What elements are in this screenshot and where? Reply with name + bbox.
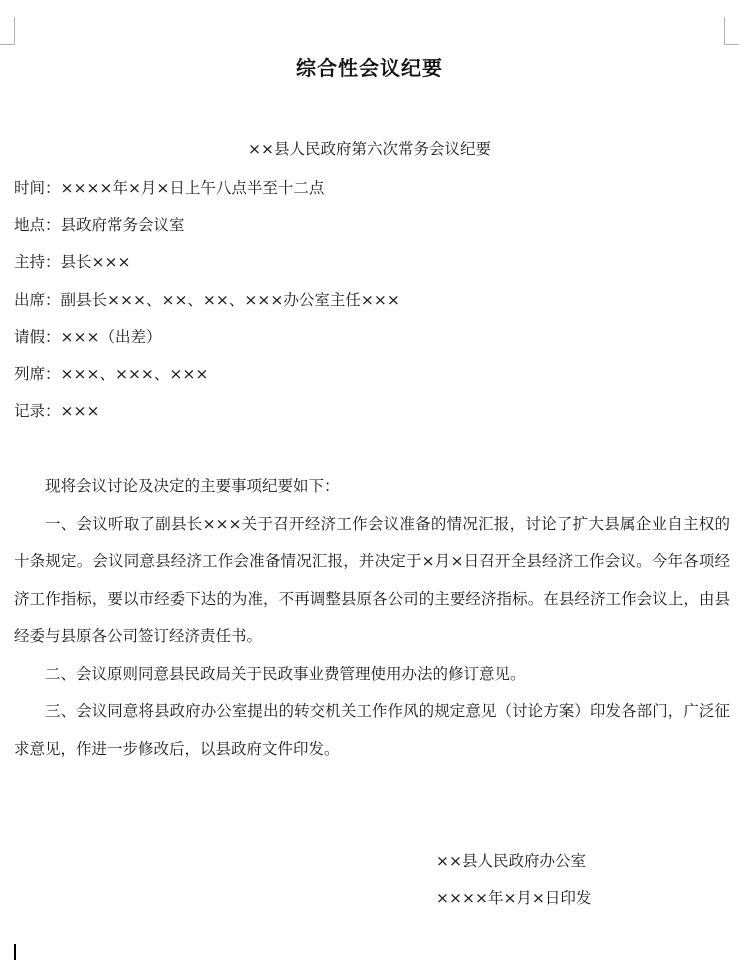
info-time: 时间：××××年×月×日上午八点半至十二点 — [14, 179, 325, 197]
document-subtitle: ××县人民政府第六次常务会议纪要 — [248, 140, 491, 158]
document-body — [14, 468, 730, 768]
crop-mark-top-right — [724, 17, 739, 45]
paragraph-item-1: 一、会议听取了副县长×××关于召开经济工作会议准备的情况汇报，讨论了扩大县属企业自主权的十条规定。会议同意县经济工作会准备情况汇报，并决定于×月×日召开全县经济工作会议。今年各项经济工作指标，要以市经委下达的为准，不再调整县原各公司的主要经济指标。在县经济工作会议上，由县经委与县原各公司签订经济责任书。 — [14, 514, 730, 645]
signature-issuer: ××县人民政府办公室 — [436, 852, 586, 870]
info-recorder: 记录：××× — [14, 402, 100, 420]
paragraph-item-2: 二、会议原则同意县民政局关于民政事业费管理使用办法的修订意见。 — [45, 664, 526, 683]
crop-mark-top-left — [0, 17, 15, 45]
signature-date: ××××年×月×日印发 — [436, 889, 592, 907]
text-cursor[interactable] — [14, 944, 16, 960]
paragraph-intro: 现将会议讨论及决定的主要事项纪要如下： — [45, 477, 340, 495]
info-leave: 请假：×××（出差） — [14, 328, 162, 346]
info-host: 主持：县长××× — [14, 253, 131, 271]
info-place: 地点：县政府常务会议室 — [14, 216, 185, 234]
info-observers: 列席：×××、×××、××× — [14, 365, 209, 383]
info-attendees: 出席：副县长×××、××、××、×××办公室主任××× — [14, 291, 400, 309]
document-title: 综合性会议纪要 — [296, 56, 443, 80]
paragraph-item-3: 三、会议同意将县政府办公室提出的转交机关工作作风的规定意见（讨论方案）印发各部门，广泛征求意见，作进一步修改后，以县政府文件印发。 — [14, 702, 730, 758]
